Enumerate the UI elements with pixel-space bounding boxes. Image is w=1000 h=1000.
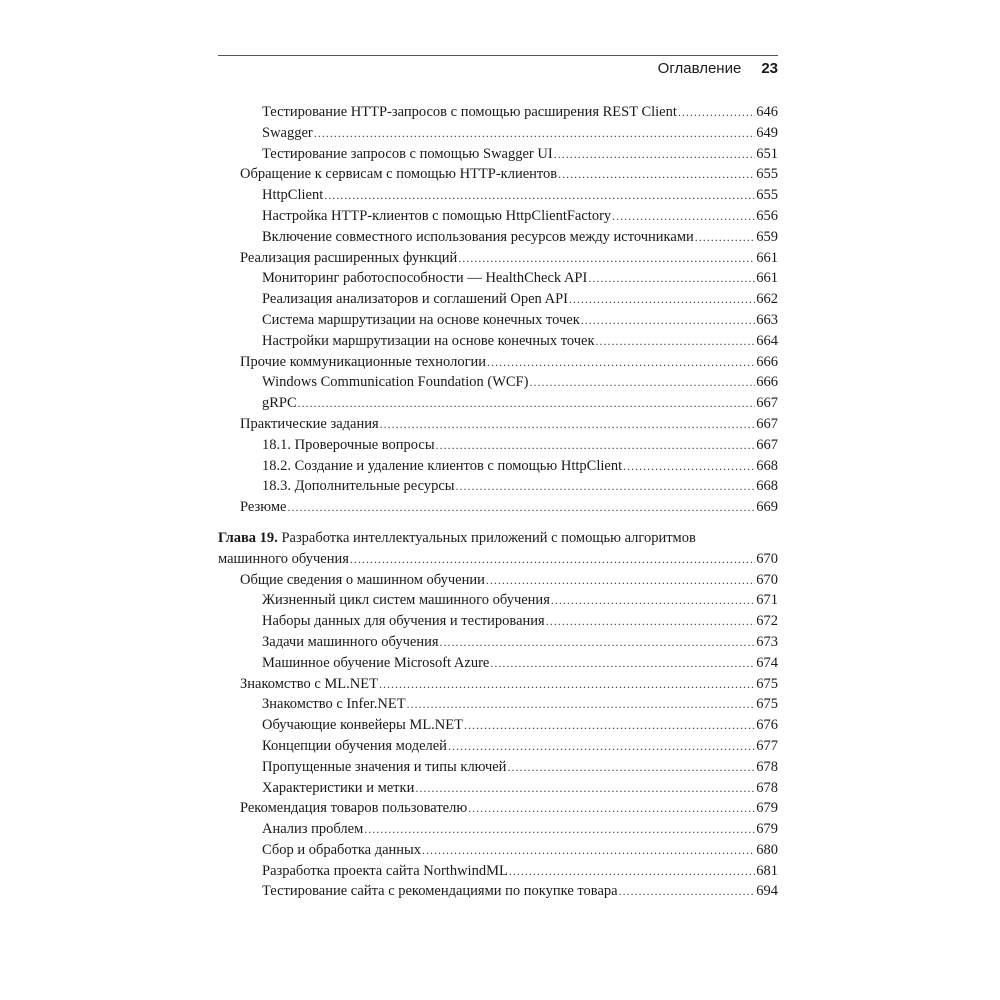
toc-entry-title: Резюме — [240, 499, 287, 516]
toc-entry-title: Характеристики и метки — [262, 779, 415, 796]
dot-leader — [581, 310, 756, 331]
toc-entry-page-number: 667 — [756, 415, 778, 432]
dot-leader — [546, 611, 756, 632]
toc-entry-title: Swagger — [262, 124, 313, 141]
toc-entry — [218, 227, 778, 248]
toc-entry-title: Наборы данных для обучения и тестирования — [262, 613, 545, 630]
toc-entry — [218, 632, 778, 653]
toc-entry-page-number: 677 — [756, 737, 778, 754]
dot-leader — [507, 757, 755, 778]
toc-entry — [218, 164, 778, 185]
toc-entry — [218, 861, 778, 882]
dot-leader — [456, 476, 756, 497]
toc-entry-title: 18.2. Создание и удаление клиентов с помощью HttpClient — [262, 457, 623, 474]
toc-entry — [218, 372, 778, 393]
toc-entry — [218, 653, 778, 674]
toc-entry-page-number: 668 — [756, 457, 778, 474]
toc-entry — [218, 352, 778, 373]
dot-leader — [588, 268, 755, 289]
toc-entry-page-number: 664 — [756, 332, 778, 349]
toc-entry-title: Тестирование сайта с рекомендациями по покупке товара — [262, 883, 618, 900]
dot-leader — [596, 331, 756, 352]
dot-leader — [619, 881, 756, 902]
toc-entry-title: Знакомство с Infer.NET — [262, 696, 406, 713]
chapter-heading — [218, 528, 778, 570]
toc-entry-page-number: 678 — [756, 779, 778, 796]
toc-entry-title: Машинное обучение Microsoft Azure — [262, 654, 490, 671]
toc-entry-page-number: 666 — [756, 353, 778, 370]
toc-entry-title: Мониторинг работоспособности — HealthCheck API — [262, 270, 588, 287]
toc-entry-page-number: 675 — [756, 696, 778, 713]
toc-entry-page-number: 670 — [756, 571, 778, 588]
toc-entry — [218, 570, 778, 591]
dot-leader — [458, 248, 755, 269]
toc-entry-page-number: 673 — [756, 633, 778, 650]
chapter-page-number: 670 — [756, 550, 778, 567]
toc-entry — [218, 757, 778, 778]
toc-entry — [218, 102, 778, 123]
dot-leader — [407, 694, 756, 715]
toc-entry-page-number: 676 — [756, 717, 778, 734]
toc-entry-title: Знакомство с ML.NET — [240, 675, 378, 692]
dot-leader — [623, 456, 755, 477]
running-head-page-number: 23 — [761, 60, 778, 77]
toc-entry-page-number: 661 — [756, 249, 778, 266]
dot-leader — [422, 840, 755, 861]
toc-entry — [218, 736, 778, 757]
running-head-title: Оглавление — [657, 60, 742, 77]
toc-entry-title: Настройка HTTP-клиентов с помощью HttpClientFactory — [262, 207, 612, 224]
toc-entry-page-number: 667 — [756, 395, 778, 412]
toc-entry — [218, 694, 778, 715]
toc-section-bottom — [218, 570, 778, 903]
toc-entry-page-number: 681 — [756, 862, 778, 879]
toc-entry-page-number: 663 — [756, 311, 778, 328]
toc-entry-title: Общие сведения о машинном обучении — [240, 571, 485, 588]
dot-leader — [529, 372, 755, 393]
toc-entry-page-number: 646 — [756, 104, 778, 120]
dot-leader — [298, 393, 756, 414]
toc-entry-title: Задачи машинного обучения — [262, 633, 439, 650]
toc-entry-page-number: 669 — [756, 499, 778, 516]
toc-entry — [218, 611, 778, 632]
book-page — [218, 0, 778, 1000]
toc-entry-title: 18.1. Проверочные вопросы — [262, 436, 435, 453]
toc-entry-title: Включение совместного использования ресурсов между источниками — [262, 228, 694, 245]
chapter-title-continuation: машинного обучения — [218, 550, 349, 567]
toc-entry-title: Пропущенные значения и типы ключей — [262, 758, 507, 775]
dot-leader — [364, 819, 755, 840]
chapter-title-text: Разработка интеллектуальных приложений с помощью алгоритмов — [281, 529, 696, 546]
toc-entry-page-number: 672 — [756, 613, 778, 630]
toc-entry — [218, 674, 778, 695]
toc-entry-title: Анализ проблем — [262, 821, 364, 838]
toc-entry-page-number: 671 — [756, 592, 778, 609]
dot-leader — [324, 185, 755, 206]
toc-entry — [218, 778, 778, 799]
toc-entry-title: Сбор и обработка данных — [262, 841, 422, 858]
toc-entry-page-number: 674 — [756, 654, 778, 671]
toc-entry-page-number: 655 — [756, 166, 778, 183]
toc-entry-title: gRPC — [262, 395, 297, 412]
dot-leader — [350, 549, 755, 570]
dot-leader — [490, 653, 755, 674]
dot-leader — [314, 123, 756, 144]
toc-entry — [218, 456, 778, 477]
toc-entry-title: Тестирование запросов с помощью Swagger UI — [262, 145, 553, 162]
header-rule — [218, 55, 778, 56]
toc-entry-title: Обращение к сервисам с помощью HTTP-клиентов — [240, 166, 558, 183]
dot-leader — [678, 102, 755, 123]
toc-entry-page-number: 678 — [756, 758, 778, 775]
dot-leader — [468, 798, 755, 819]
toc-entry-title: Разработка проекта сайта NorthwindML — [262, 862, 508, 879]
toc-entry-page-number: 666 — [756, 374, 778, 391]
toc-entry — [218, 310, 778, 331]
toc-entry — [218, 123, 778, 144]
toc-entry — [218, 798, 778, 819]
toc-entry — [218, 393, 778, 414]
toc-entry — [218, 715, 778, 736]
dot-leader — [448, 736, 755, 757]
toc-entry — [218, 881, 778, 902]
toc-entry-title: Реализация анализаторов и соглашений Open API — [262, 291, 568, 308]
dot-leader — [436, 435, 756, 456]
toc-entry — [218, 476, 778, 497]
toc-entry — [218, 497, 778, 518]
toc-entry-title: Реализация расширенных функций — [240, 249, 458, 266]
dot-leader — [569, 289, 755, 310]
dot-leader — [464, 715, 755, 736]
dot-leader — [509, 861, 755, 882]
toc-entry — [218, 414, 778, 435]
toc-entry-page-number: 651 — [756, 145, 778, 162]
toc-entry-page-number: 675 — [756, 675, 778, 692]
toc-entry — [218, 331, 778, 352]
toc-entry-page-number: 659 — [756, 228, 778, 245]
toc-entry-page-number: 661 — [756, 270, 778, 287]
toc-entry-title: Обучающие конвейеры ML.NET — [262, 717, 463, 734]
toc-entry — [218, 144, 778, 165]
toc-section-top — [218, 102, 778, 518]
toc-entry-title: Настройки маршрутизации на основе конечных точек — [262, 332, 595, 349]
toc-entry — [218, 289, 778, 310]
chapter-label: Глава 19. — [218, 529, 278, 546]
toc-entry — [218, 819, 778, 840]
chapter-title-line-2 — [218, 549, 778, 570]
toc-entry — [218, 185, 778, 206]
toc-entry-page-number: 680 — [756, 841, 778, 858]
dot-leader — [287, 497, 755, 518]
dot-leader — [554, 144, 756, 165]
toc-entry — [218, 268, 778, 289]
toc-entry-title: Концепции обучения моделей — [262, 737, 447, 754]
toc-entry-title: Тестирование HTTP-запросов с помощью расширения REST Client — [262, 104, 677, 120]
toc-entry-page-number: 655 — [756, 187, 778, 204]
toc-entry-page-number: 668 — [756, 478, 778, 495]
dot-leader — [558, 164, 755, 185]
toc-entry-title: Система маршрутизации на основе конечных точек — [262, 311, 580, 328]
toc-entry-title: HttpClient — [262, 187, 324, 204]
toc-entry — [218, 590, 778, 611]
dot-leader — [486, 570, 755, 591]
toc-entry-page-number: 679 — [756, 800, 778, 817]
toc-entry-page-number: 656 — [756, 207, 778, 224]
toc-entry-page-number: 649 — [756, 124, 778, 141]
dot-leader — [695, 227, 755, 248]
dot-leader — [380, 414, 756, 435]
table-of-contents — [218, 102, 778, 902]
toc-entry-title: Прочие коммуникационные технологии — [240, 353, 487, 370]
toc-entry — [218, 435, 778, 456]
toc-entry-page-number: 667 — [756, 436, 778, 453]
dot-leader — [379, 674, 755, 695]
dot-leader — [487, 352, 755, 373]
toc-entry — [218, 248, 778, 269]
running-head — [658, 60, 778, 82]
toc-entry-title: 18.3. Дополнительные ресурсы — [262, 478, 455, 495]
toc-entry-page-number: 662 — [756, 291, 778, 308]
toc-entry — [218, 840, 778, 861]
toc-entry — [218, 206, 778, 227]
toc-entry-title: Жизненный цикл систем машинного обучения — [262, 592, 550, 609]
toc-entry-page-number: 694 — [756, 883, 778, 900]
toc-entry-title: Рекомендация товаров пользователю — [240, 800, 468, 817]
toc-entry-title: Windows Communication Foundation (WCF) — [262, 374, 529, 391]
dot-leader — [612, 206, 755, 227]
dot-leader — [551, 590, 755, 611]
toc-entry-title: Практические задания — [240, 415, 379, 432]
dot-leader — [415, 778, 755, 799]
chapter-title-line-1 — [218, 528, 778, 549]
dot-leader — [440, 632, 756, 653]
toc-entry-page-number: 679 — [756, 821, 778, 838]
